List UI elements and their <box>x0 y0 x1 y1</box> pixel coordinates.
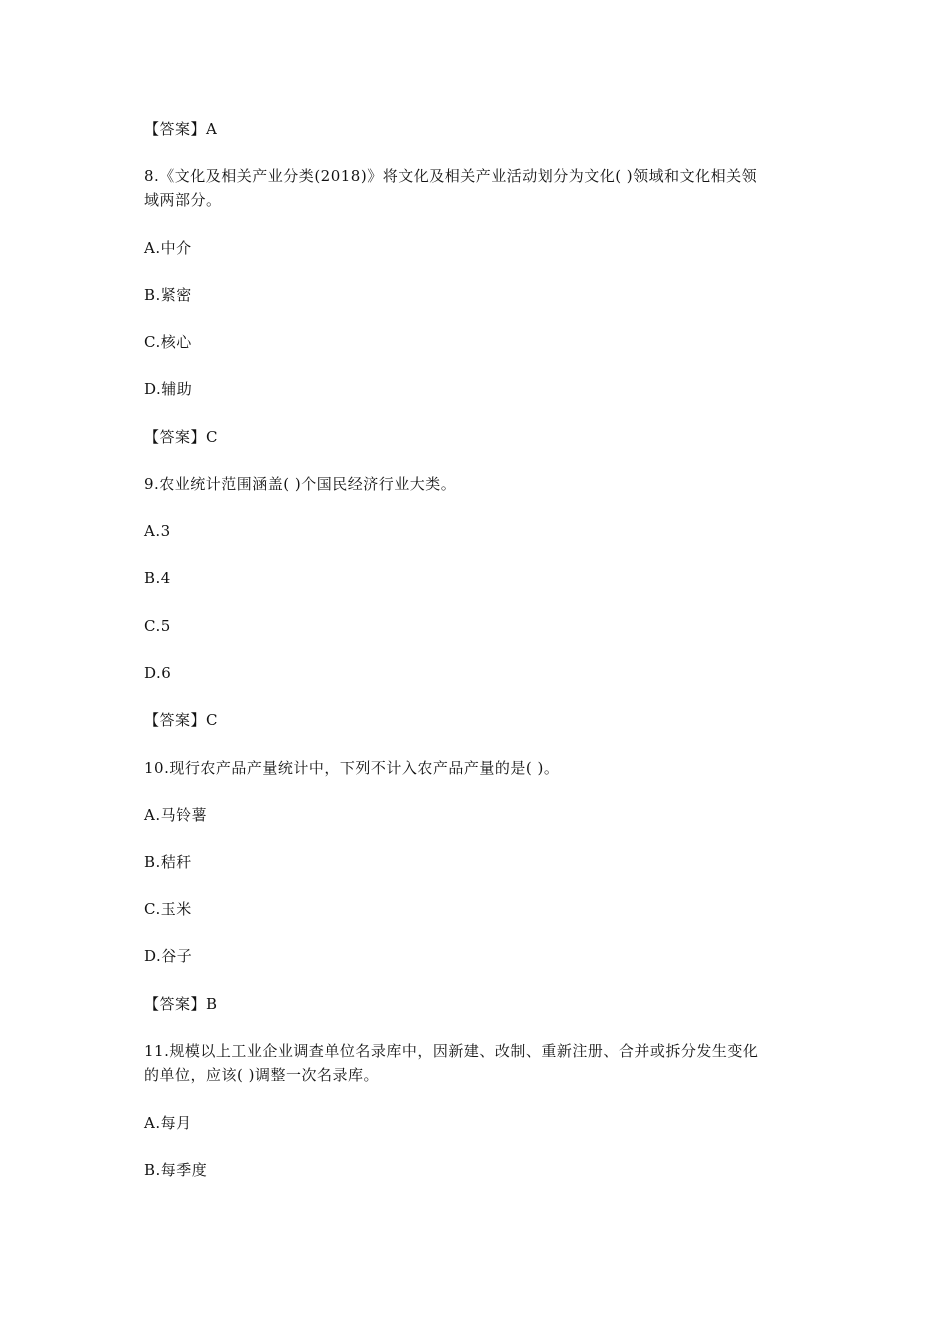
answer-9: 【答案】C <box>144 711 218 729</box>
question-11-line-1: 11.规模以上工业企业调查单位名录库中，因新建、改制、重新注册、合并或拆分发生变化 <box>144 1042 759 1060</box>
question-10-option-a: A.马铃薯 <box>144 806 208 824</box>
answer-10: 【答案】B <box>144 995 218 1013</box>
question-10-option-b: B.秸秆 <box>144 853 192 871</box>
question-8-option-d: D.辅助 <box>144 380 193 398</box>
question-8-option-a: A.中介 <box>144 239 192 257</box>
question-9-option-b: B.4 <box>144 569 171 587</box>
question-8-option-c: C.核心 <box>144 333 192 351</box>
question-8-option-b: B.紧密 <box>144 286 192 304</box>
question-10-option-d: D.谷子 <box>144 947 193 965</box>
question-11-option-a: A.每月 <box>144 1114 192 1132</box>
question-11-option-b: B.每季度 <box>144 1161 208 1179</box>
question-9-option-d: D.6 <box>144 664 172 682</box>
question-10: 10.现行农产品产量统计中，下列不计入农产品产量的是( )。 <box>144 759 560 777</box>
question-9: 9.农业统计范围涵盖( )个国民经济行业大类。 <box>144 475 457 493</box>
question-9-option-a: A.3 <box>144 522 171 540</box>
question-8-line-2: 域两部分。 <box>144 191 222 209</box>
question-10-option-c: C.玉米 <box>144 900 192 918</box>
question-9-option-c: C.5 <box>144 617 171 635</box>
question-11-line-2: 的单位，应该( )调整一次名录库。 <box>144 1066 379 1084</box>
question-8-line-1: 8.《文化及相关产业分类(2018)》将文化及相关产业活动划分为文化( )领域和文化相关领 <box>144 167 758 185</box>
answer-8: 【答案】C <box>144 428 218 446</box>
answer-7: 【答案】A <box>144 120 218 138</box>
